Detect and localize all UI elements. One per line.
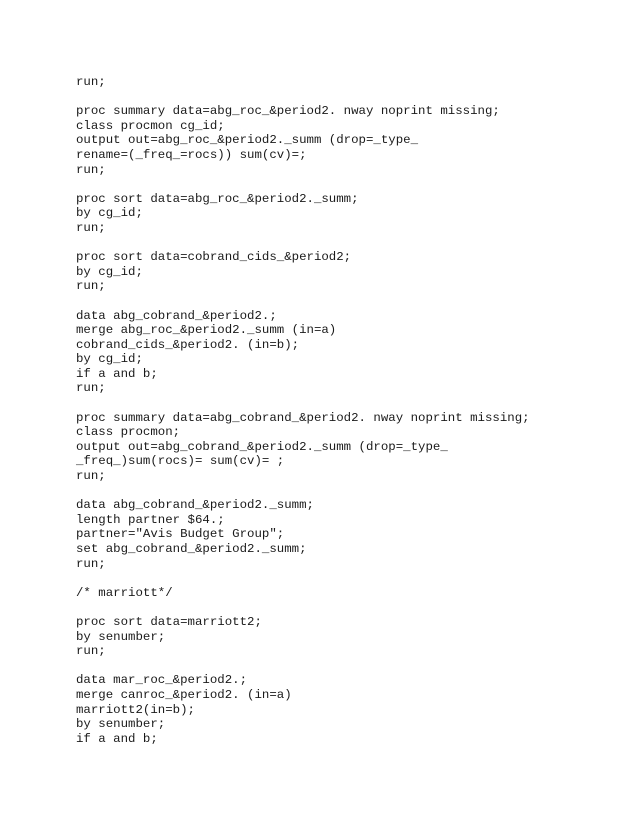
code-line: class procmon; <box>76 425 181 440</box>
code-line: by cg_id; <box>76 264 143 279</box>
code-line: proc summary data=abg_roc_&period2. nway noprint missing; <box>76 104 500 119</box>
code-line: if a and b; <box>76 366 158 381</box>
code-line: proc summary data=abg_cobrand_&period2. nway noprint missing; <box>76 410 530 425</box>
blank-line <box>76 236 616 251</box>
code-block <box>76 75 616 746</box>
blank-line <box>76 571 616 586</box>
code-line: run; <box>76 469 106 484</box>
blank-line <box>76 659 616 674</box>
blank-line <box>76 177 616 192</box>
code-line: proc sort data=marriott2; <box>76 614 262 629</box>
code-line: merge abg_roc_&period2._summ (in=a) <box>76 323 337 338</box>
code-line: proc sort data=cobrand_cids_&period2; <box>76 250 352 265</box>
code-line: marriott2(in=b); <box>76 702 195 717</box>
code-line: cobrand_cids_&period2. (in=b); <box>76 337 300 352</box>
code-line: if a and b; <box>76 731 158 746</box>
blank-line <box>76 484 616 499</box>
code-line: output out=abg_roc_&period2._summ (drop=_type_ <box>76 133 419 148</box>
code-line: run; <box>76 381 106 396</box>
blank-line <box>76 294 616 309</box>
code-line: rename=(_freq_=rocs)) sum(cv)=; <box>76 147 307 162</box>
blank-line <box>76 396 616 411</box>
code-line: run; <box>76 556 106 571</box>
code-line: partner="Avis Budget Group"; <box>76 527 285 542</box>
blank-line <box>76 600 616 615</box>
code-line: run; <box>76 75 106 89</box>
code-line: data abg_cobrand_&period2.; <box>76 308 277 323</box>
code-line: by senumber; <box>76 629 166 644</box>
code-line: merge canroc_&period2. (in=a) <box>76 687 292 702</box>
code-line: output out=abg_cobrand_&period2._summ (drop=_type_ <box>76 439 448 454</box>
code-line: proc sort data=abg_roc_&period2._summ; <box>76 191 359 206</box>
code-line: /* marriott*/ <box>76 585 173 600</box>
code-line: _freq_)sum(rocs)= sum(cv)= ; <box>76 454 285 469</box>
code-line: length partner $64.; <box>76 512 225 527</box>
code-line: data abg_cobrand_&period2._summ; <box>76 498 314 513</box>
code-line: run; <box>76 162 106 177</box>
code-line: by senumber; <box>76 717 166 732</box>
code-line: run; <box>76 220 106 235</box>
blank-line <box>76 90 616 105</box>
code-line: by cg_id; <box>76 206 143 221</box>
code-line: data mar_roc_&period2.; <box>76 673 248 688</box>
code-line: run; <box>76 279 106 294</box>
code-line: by cg_id; <box>76 352 143 367</box>
code-line: class procmon cg_id; <box>76 118 225 133</box>
code-line: run; <box>76 644 106 659</box>
code-line: set abg_cobrand_&period2._summ; <box>76 542 307 556</box>
